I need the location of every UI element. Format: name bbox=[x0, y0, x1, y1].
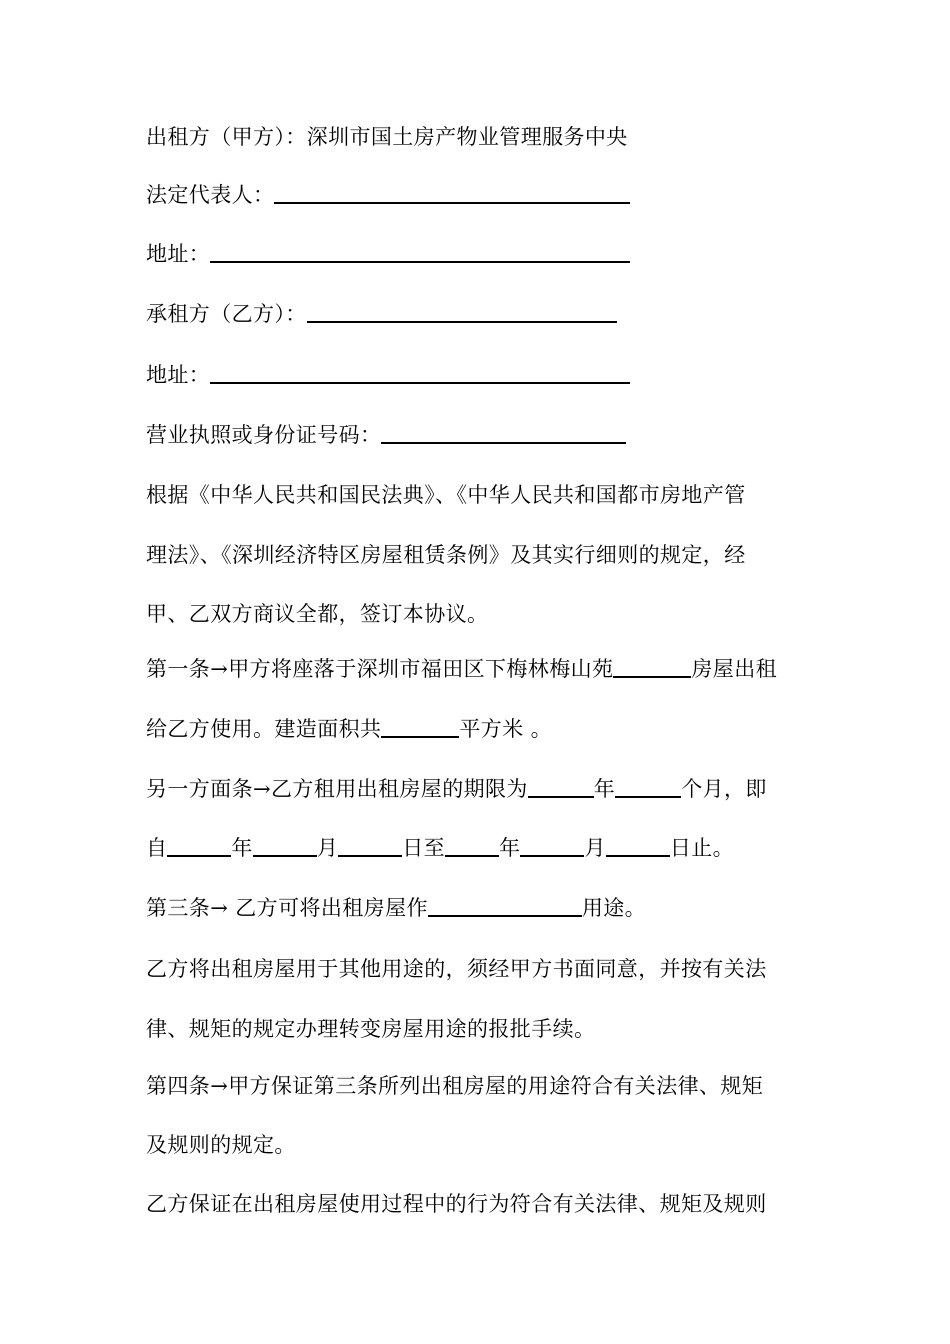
article-2-text-b: 年 bbox=[593, 777, 616, 801]
start-year-label: 年 bbox=[231, 836, 253, 860]
to-label: 日至 bbox=[402, 836, 446, 860]
lessor-address-blank bbox=[210, 241, 630, 263]
article-1-text-d: 平方米 。 bbox=[459, 717, 553, 741]
preamble-line-2 bbox=[146, 541, 746, 569]
article-1-text-b: 房屋出租 bbox=[691, 657, 778, 681]
end-month-label: 月 bbox=[584, 836, 606, 860]
preamble-line-3 bbox=[146, 600, 488, 628]
legal-rep-label: 法定代表人： bbox=[146, 183, 275, 207]
start-month-blank bbox=[253, 835, 317, 857]
article-1-text-a: 第一条→甲方将座落于深圳市福田区下梅林梅山苑 bbox=[146, 657, 614, 681]
article-3-text-a: 第三条→ 乙方可将出租房屋作 bbox=[146, 896, 428, 920]
lessee-address-label: 地址： bbox=[146, 363, 211, 387]
lessee-guarantee-line bbox=[146, 1190, 767, 1218]
usage-change-line-2 bbox=[146, 1015, 595, 1043]
start-month-label: 月 bbox=[316, 836, 339, 860]
preamble-line-1 bbox=[146, 481, 746, 509]
lessee-address-line bbox=[146, 361, 630, 389]
term-years-blank bbox=[528, 776, 594, 798]
lessor-address-line bbox=[146, 240, 630, 268]
article-2-line-2 bbox=[146, 834, 734, 862]
end-label: 日止。 bbox=[669, 836, 735, 860]
end-year-blank bbox=[445, 835, 499, 857]
lessee-label: 承租方（乙方）： bbox=[146, 302, 307, 326]
article-2-text-a: 另一方面条→乙方租用出租房屋的期限为 bbox=[146, 777, 528, 801]
usage-change-text-2: 律、规矩的规定办理转变房屋用途的报批手续。 bbox=[146, 1017, 596, 1041]
article-4-text-1: 第四条→甲方保证第三条所列出租房屋的用途符合有关法律、规矩 bbox=[146, 1074, 764, 1098]
legal-rep-blank bbox=[274, 182, 630, 204]
article-4-line-1 bbox=[146, 1072, 763, 1100]
article-4-line-2 bbox=[146, 1131, 296, 1159]
license-id-line bbox=[146, 421, 626, 449]
article-1-line-1 bbox=[146, 655, 777, 683]
house-number-blank bbox=[613, 656, 691, 678]
usage-change-text-1: 乙方将出租房屋用于其他用途的，须经甲方书面同意，并按有关法 bbox=[146, 957, 767, 981]
lessee-guarantee-text: 乙方保证在出租房屋使用过程中的行为符合有关法律、规矩及规则 bbox=[146, 1192, 767, 1216]
lessor-text: 出租方（甲方）：深圳市国土房产物业管理服务中央 bbox=[146, 125, 628, 149]
preamble-text-1: 根据《中华人民共和国民法典》、《中华人民共和国都市房地产管 bbox=[146, 483, 746, 507]
start-day-blank bbox=[338, 835, 402, 857]
lessee-address-blank bbox=[210, 362, 630, 384]
article-4-text-2: 及规则的规定。 bbox=[146, 1133, 296, 1157]
article-2-line-1 bbox=[146, 775, 767, 803]
lessee-blank bbox=[307, 301, 617, 323]
license-id-label: 营业执照或身份证号码： bbox=[146, 423, 382, 447]
license-id-blank bbox=[381, 422, 626, 444]
usage-change-line-1 bbox=[146, 955, 767, 983]
preamble-text-3: 甲、乙双方商议全都，签订本协议。 bbox=[146, 602, 489, 626]
lessor-address-label: 地址： bbox=[146, 242, 211, 266]
article-3-line bbox=[146, 894, 646, 922]
end-year-label: 年 bbox=[499, 836, 521, 860]
end-day-blank bbox=[606, 835, 670, 857]
article-1-text-c: 给乙方使用。建造面积共 bbox=[146, 717, 382, 741]
lessee-line bbox=[146, 300, 617, 328]
article-1-line-2 bbox=[146, 715, 552, 743]
usage-blank bbox=[428, 895, 582, 917]
from-label: 自 bbox=[146, 836, 168, 860]
term-months-blank bbox=[615, 776, 681, 798]
start-year-blank bbox=[167, 835, 231, 857]
preamble-text-2: 理法》、《深圳经济特区房屋租赁条例》及其实行细则的规定，经 bbox=[146, 543, 746, 567]
end-month-blank bbox=[520, 835, 584, 857]
article-3-text-b: 用途。 bbox=[581, 896, 647, 920]
area-blank bbox=[381, 716, 459, 738]
lessor-line bbox=[146, 123, 628, 151]
legal-rep-line bbox=[146, 181, 630, 209]
article-2-text-c: 个月，即 bbox=[681, 777, 767, 801]
